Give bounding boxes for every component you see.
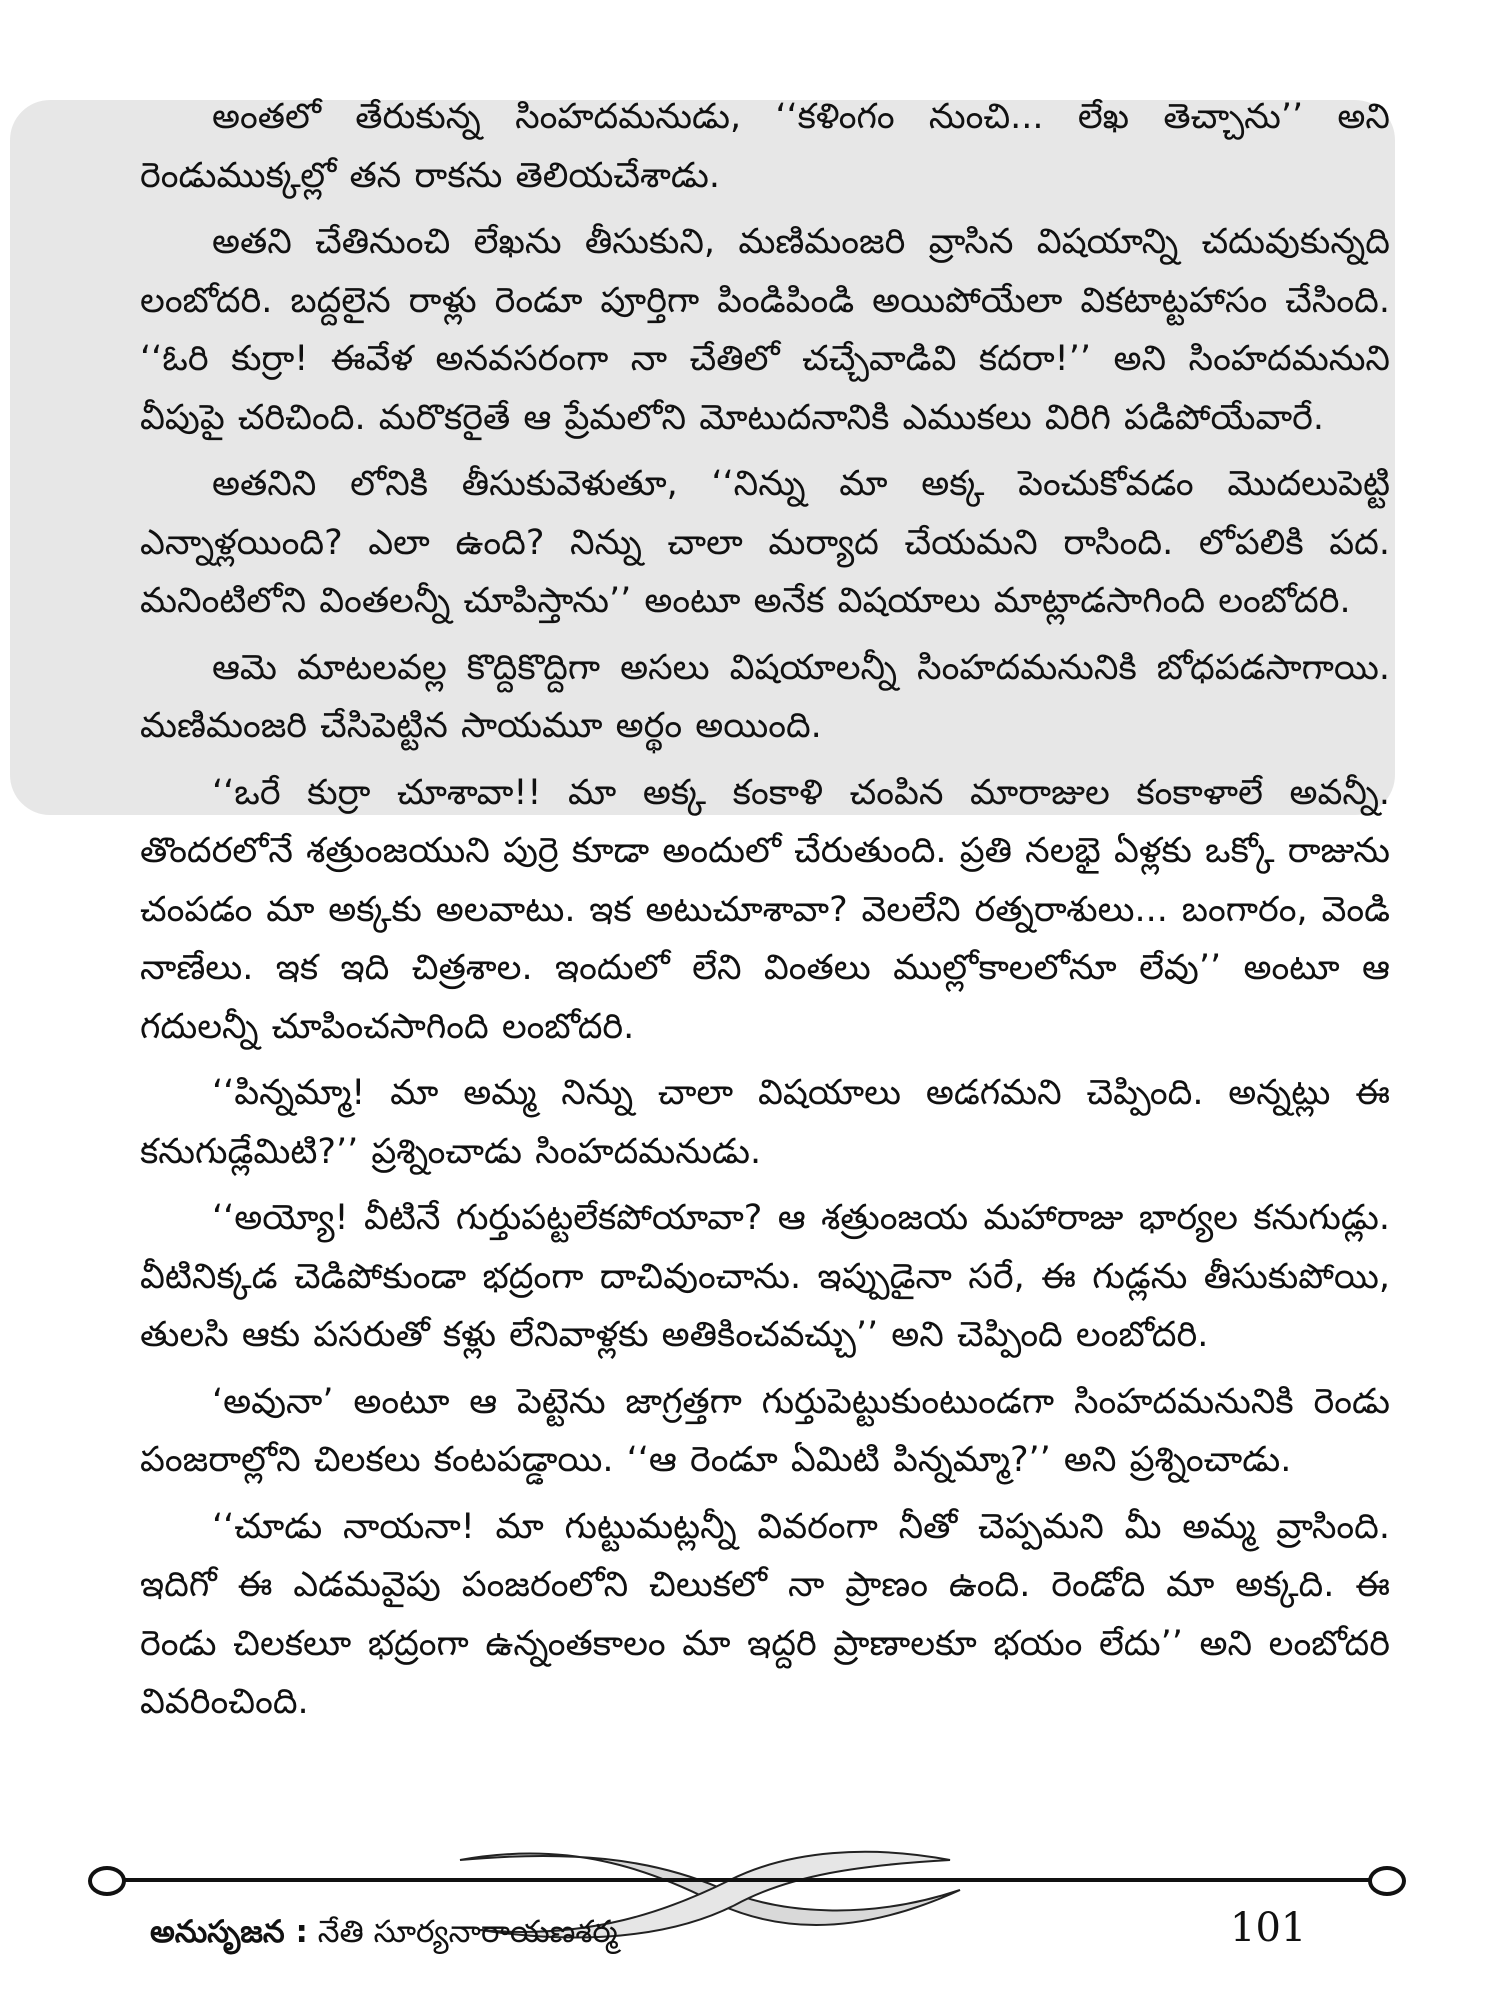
paragraph-5: ‘‘ఒరే కుర్రా చూశావా!! మా అక్క కంకాళి చంపిన మారాజుల కంకాళాలే అవన్నీ. తొందరలోనే శత్రుంజయుని పుర్రె కూడా అందులో చేరుతుంది. ప్రతి నలభై ఏళ్లకు ఒక్కో రాజును చంపడం మా అక్కకు అలవాటు. ఇక అటుచూశావా? వెలలేని రత్నరాశులు... బంగారం, వెండి నాణేలు. ఇక ఇది చిత్రశాల. ఇందులో లేని వింతలు ముల్లోకాలలోనూ లేవు’’ అంటూ ఆ గదులన్నీ చూపించసాగింది లంబోదరి.	[140, 772, 1390, 1047]
paragraph-7: ‘‘అయ్యో! వీటినే గుర్తుపట్టలేకపోయావా? ఆ శత్రుంజయ మహారాజు భార్యల కనుగుడ్లు. వీటినిక్కడ చెడిపోకుండా భద్రంగా దాచివుంచాను. ఇప్పుడైనా సరే, ఈ గుడ్లను తీసుకుపోయి, తులసి ఆకు పసరుతో కళ్లు లేనివాళ్లకు అతికించవచ్చు’’ అని చెప్పింది లంబోదరి.	[140, 1198, 1390, 1355]
footer-rule-left-cap	[88, 1866, 126, 1896]
paragraph-2: అతని చేతినుంచి లేఖను తీసుకుని, మణిమంజరి వ్రాసిన విషయాన్ని చదువుకున్నది లంబోదరి. బద్దలైన రాళ్లు రెండూ పూర్తిగా పిండిపిండి అయిపోయేలా వికటాట్టహాసం చేసింది. ‘‘ఓరి కుర్రా! ఈవేళ అనవసరంగా నా చేతిలో చచ్చేవాడివి కదరా!’’ అని సింహదమనుని వీపుపై చరిచింది. మరొకరైతే ఆ ప్రేమలోని మోటుదనానికి ఎముకలు విరిగి పడిపోయేవారే.	[140, 222, 1390, 438]
footer-rule-right-cap	[1368, 1866, 1406, 1896]
footer-author-name: నేతి సూర్యనారాయణశర్మ	[317, 1914, 618, 1950]
page-number: 101	[1230, 1905, 1307, 1951]
paragraph-9: ‘‘చూడు నాయనా! మా గుట్టుమట్లన్నీ వివరంగా నీతో చెప్పమని మీ అమ్మ వ్రాసింది. ఇదిగో ఈ ఎడమవైపు పంజరంలోని చిలుకలో నా ప్రాణం ఉంది. రెండోది మా అక్కది. ఈ రెండు చిలకలూ భద్రంగా ఉన్నంతకాలం మా ఇద్దరి ప్రాణాలకూ భయం లేదు’’ అని లంబోదరి వివరించింది.	[140, 1506, 1390, 1722]
paragraph-1: అంతలో తేరుకున్న సింహదమనుడు, ‘‘కళింగం నుంచి... లేఖ తెచ్చాను’’ అని రెండుముక్కల్లో తన రాకను తెలియచేశాడు.	[140, 97, 1390, 196]
body-text	[140, 88, 1390, 1740]
paragraph-6: ‘‘పిన్నమ్మా! మా అమ్మ నిన్ను చాలా విషయాలు అడగమని చెప్పింది. అన్నట్లు ఈ కనుగుడ్లేమిటి?’’ ప్రశ్నించాడు సింహదమనుడు.	[140, 1073, 1390, 1172]
paragraph-8: ‘అవునా’ అంటూ ఆ పెట్టెను జాగ్రత్తగా గుర్తుపెట్టుకుంటుండగా సింహదమనునికి రెండు పంజరాల్లోని చిలకలు కంటపడ్డాయి. ‘‘ఆ రెండూ ఏమిటి పిన్నమ్మా?’’ అని ప్రశ్నించాడు.	[140, 1381, 1390, 1480]
paragraph-3: అతనిని లోనికి తీసుకువెళుతూ, ‘‘నిన్ను మా అక్క పెంచుకోవడం మొదలుపెట్టి ఎన్నాళ్లయింది? ఎలా ఉంది? నిన్ను చాలా మర్యాద చేయమని రాసింది. లోపలికి పద. మనింటిలోని వింతలన్నీ చూపిస్తాను’’ అంటూ అనేక విషయాలు మాట్లాడసాగింది లంబోదరి.	[140, 464, 1390, 621]
footer-author	[150, 1912, 618, 1952]
footer-author-label: అనుసృజన :	[150, 1914, 308, 1950]
paragraph-4: ఆమె మాటలవల్ల కొద్దికొద్దిగా అసలు విషయాలన్నీ సింహదమనునికి బోధపడసాగాయి. మణిమంజరి చేసిపెట్టిన సాయమూ అర్థం అయింది.	[140, 647, 1390, 746]
footer-rule	[110, 1878, 1390, 1882]
